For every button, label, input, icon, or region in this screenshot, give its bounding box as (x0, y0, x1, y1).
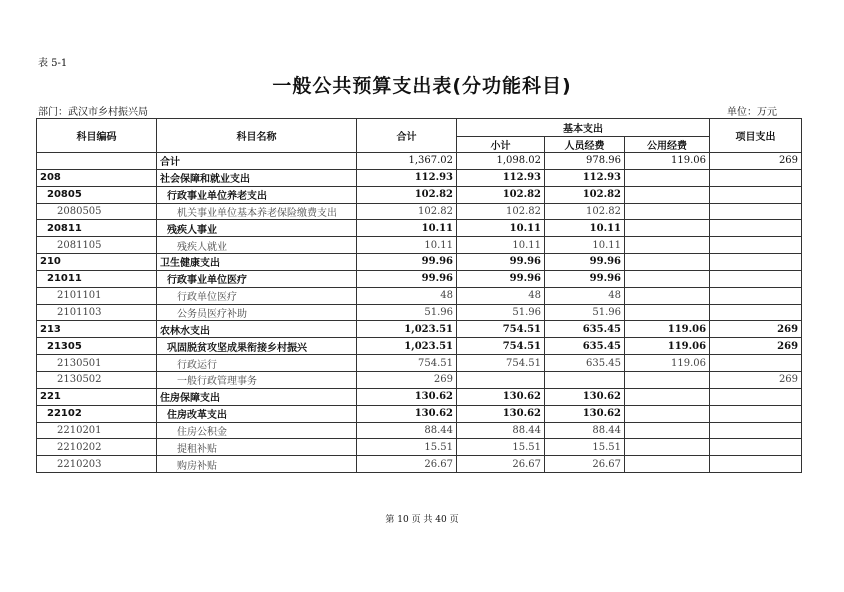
table-tag: 表 5-1 (38, 58, 68, 69)
cell-name: 残疾人事业 (157, 220, 357, 237)
cell-total: 10.11 (357, 220, 457, 237)
cell-subtotal: 88.44 (457, 422, 545, 439)
cell-project (710, 304, 802, 321)
cell-project (710, 220, 802, 237)
cell-public (625, 422, 710, 439)
cell-total: 1,367.02 (357, 153, 457, 170)
table-row (37, 237, 802, 254)
cell-personnel: 15.51 (545, 439, 625, 456)
cell-code: 213 (37, 321, 157, 338)
cell-public (625, 439, 710, 456)
table-row (37, 220, 802, 237)
cell-total: 102.82 (357, 186, 457, 203)
cell-total: 51.96 (357, 304, 457, 321)
cell-name: 行政事业单位医疗 (157, 270, 357, 287)
table-row (37, 321, 802, 338)
cell-project (710, 186, 802, 203)
table-row (37, 287, 802, 304)
cell-personnel: 10.11 (545, 220, 625, 237)
cell-personnel: 99.96 (545, 270, 625, 287)
cell-subtotal (457, 371, 545, 388)
table-row (37, 338, 802, 355)
cell-code: 20805 (37, 186, 157, 203)
cell-total: 1,023.51 (357, 338, 457, 355)
cell-name: 住房公积金 (157, 422, 357, 439)
cell-public: 119.06 (625, 321, 710, 338)
cell-code: 2080505 (37, 203, 157, 220)
cell-name: 社会保障和就业支出 (157, 169, 357, 186)
cell-project: 269 (710, 321, 802, 338)
page-title: 一般公共预算支出表(分功能科目) (272, 75, 572, 97)
cell-subtotal: 754.51 (457, 338, 545, 355)
cell-public (625, 388, 710, 405)
cell-name: 行政单位医疗 (157, 287, 357, 304)
cell-personnel: 130.62 (545, 388, 625, 405)
cell-project (710, 203, 802, 220)
cell-total: 112.93 (357, 169, 457, 186)
header-total: 合计 (357, 119, 457, 153)
cell-subtotal: 1,098.02 (457, 153, 545, 170)
cell-public (625, 169, 710, 186)
cell-subtotal: 48 (457, 287, 545, 304)
cell-name: 合计 (157, 153, 357, 170)
unit-label: 单位：万元 (727, 107, 777, 118)
cell-personnel: 112.93 (545, 169, 625, 186)
cell-total: 48 (357, 287, 457, 304)
cell-project: 269 (710, 153, 802, 170)
cell-personnel: 26.67 (545, 456, 625, 473)
table-row (37, 422, 802, 439)
cell-public (625, 203, 710, 220)
cell-name: 巩固脱贫攻坚成果衔接乡村振兴 (157, 338, 357, 355)
cell-code: 2101101 (37, 287, 157, 304)
cell-subtotal: 99.96 (457, 254, 545, 271)
table-row (37, 456, 802, 473)
cell-personnel: 635.45 (545, 321, 625, 338)
cell-public (625, 371, 710, 388)
cell-public (625, 456, 710, 473)
cell-total: 99.96 (357, 270, 457, 287)
cell-project (710, 422, 802, 439)
table-row (37, 169, 802, 186)
cell-public (625, 405, 710, 422)
cell-project (710, 169, 802, 186)
header-name: 科目名称 (157, 119, 357, 153)
cell-name: 残疾人就业 (157, 237, 357, 254)
department-label: 部门：武汉市乡村振兴局 (38, 107, 148, 118)
cell-public (625, 186, 710, 203)
table-row (37, 388, 802, 405)
cell-personnel: 48 (545, 287, 625, 304)
cell-code: 208 (37, 169, 157, 186)
cell-subtotal: 102.82 (457, 203, 545, 220)
cell-code: 2210201 (37, 422, 157, 439)
cell-personnel: 51.96 (545, 304, 625, 321)
cell-personnel: 88.44 (545, 422, 625, 439)
cell-public: 119.06 (625, 355, 710, 372)
cell-project: 269 (710, 371, 802, 388)
cell-total: 269 (357, 371, 457, 388)
cell-total: 10.11 (357, 237, 457, 254)
cell-project (710, 439, 802, 456)
cell-personnel: 102.82 (545, 203, 625, 220)
header-public: 公用经费 (625, 137, 710, 153)
cell-subtotal: 754.51 (457, 355, 545, 372)
cell-subtotal: 112.93 (457, 169, 545, 186)
cell-total: 99.96 (357, 254, 457, 271)
cell-subtotal: 51.96 (457, 304, 545, 321)
cell-total: 26.67 (357, 456, 457, 473)
expenditure-table (36, 118, 802, 473)
cell-name: 农林水支出 (157, 321, 357, 338)
cell-total: 15.51 (357, 439, 457, 456)
cell-subtotal: 10.11 (457, 237, 545, 254)
cell-project (710, 237, 802, 254)
cell-project (710, 287, 802, 304)
cell-personnel: 102.82 (545, 186, 625, 203)
cell-public (625, 254, 710, 271)
cell-public: 119.06 (625, 338, 710, 355)
cell-project (710, 405, 802, 422)
cell-name: 购房补贴 (157, 456, 357, 473)
table-row (37, 355, 802, 372)
cell-subtotal: 754.51 (457, 321, 545, 338)
cell-total: 1,023.51 (357, 321, 457, 338)
cell-public (625, 287, 710, 304)
cell-name: 卫生健康支出 (157, 254, 357, 271)
cell-total: 88.44 (357, 422, 457, 439)
cell-code: 221 (37, 388, 157, 405)
table-row (37, 405, 802, 422)
cell-personnel: 978.96 (545, 153, 625, 170)
cell-public (625, 304, 710, 321)
cell-code: 2130502 (37, 371, 157, 388)
cell-code (37, 153, 157, 170)
cell-name: 公务员医疗补助 (157, 304, 357, 321)
cell-code: 2130501 (37, 355, 157, 372)
header-subtotal: 小计 (457, 137, 545, 153)
cell-subtotal: 130.62 (457, 405, 545, 422)
cell-project (710, 270, 802, 287)
table-row (37, 153, 802, 170)
cell-public: 119.06 (625, 153, 710, 170)
header-personnel: 人员经费 (545, 137, 625, 153)
cell-total: 130.62 (357, 405, 457, 422)
cell-code: 22102 (37, 405, 157, 422)
cell-subtotal: 15.51 (457, 439, 545, 456)
table-row (37, 186, 802, 203)
cell-name: 提租补贴 (157, 439, 357, 456)
cell-code: 21011 (37, 270, 157, 287)
cell-name: 住房保障支出 (157, 388, 357, 405)
cell-total: 102.82 (357, 203, 457, 220)
cell-project (710, 254, 802, 271)
header-project: 项目支出 (710, 119, 802, 153)
cell-project: 269 (710, 338, 802, 355)
cell-name: 住房改革支出 (157, 405, 357, 422)
cell-project (710, 456, 802, 473)
cell-project (710, 388, 802, 405)
cell-name: 机关事业单位基本养老保险缴费支出 (157, 203, 357, 220)
table-row (37, 371, 802, 388)
table-row (37, 203, 802, 220)
cell-subtotal: 10.11 (457, 220, 545, 237)
page-number: 第 10 页 共 40 页 (385, 515, 459, 525)
cell-code: 21305 (37, 338, 157, 355)
cell-name: 行政事业单位养老支出 (157, 186, 357, 203)
header-basic: 基本支出 (457, 119, 710, 137)
table-row (37, 254, 802, 271)
table-row (37, 304, 802, 321)
table-row (37, 439, 802, 456)
cell-public (625, 220, 710, 237)
table-body (37, 153, 802, 473)
cell-code: 2210202 (37, 439, 157, 456)
cell-personnel: 99.96 (545, 254, 625, 271)
cell-name: 行政运行 (157, 355, 357, 372)
cell-subtotal: 26.67 (457, 456, 545, 473)
cell-total: 754.51 (357, 355, 457, 372)
cell-name: 一般行政管理事务 (157, 371, 357, 388)
table-row (37, 270, 802, 287)
cell-public (625, 270, 710, 287)
cell-public (625, 237, 710, 254)
cell-subtotal: 130.62 (457, 388, 545, 405)
cell-subtotal: 102.82 (457, 186, 545, 203)
cell-personnel: 635.45 (545, 338, 625, 355)
cell-subtotal: 99.96 (457, 270, 545, 287)
cell-code: 210 (37, 254, 157, 271)
cell-project (710, 355, 802, 372)
cell-code: 2081105 (37, 237, 157, 254)
cell-personnel (545, 371, 625, 388)
cell-total: 130.62 (357, 388, 457, 405)
cell-personnel: 635.45 (545, 355, 625, 372)
cell-code: 2101103 (37, 304, 157, 321)
cell-personnel: 10.11 (545, 237, 625, 254)
cell-code: 20811 (37, 220, 157, 237)
cell-personnel: 130.62 (545, 405, 625, 422)
header-code: 科目编码 (37, 119, 157, 153)
cell-code: 2210203 (37, 456, 157, 473)
